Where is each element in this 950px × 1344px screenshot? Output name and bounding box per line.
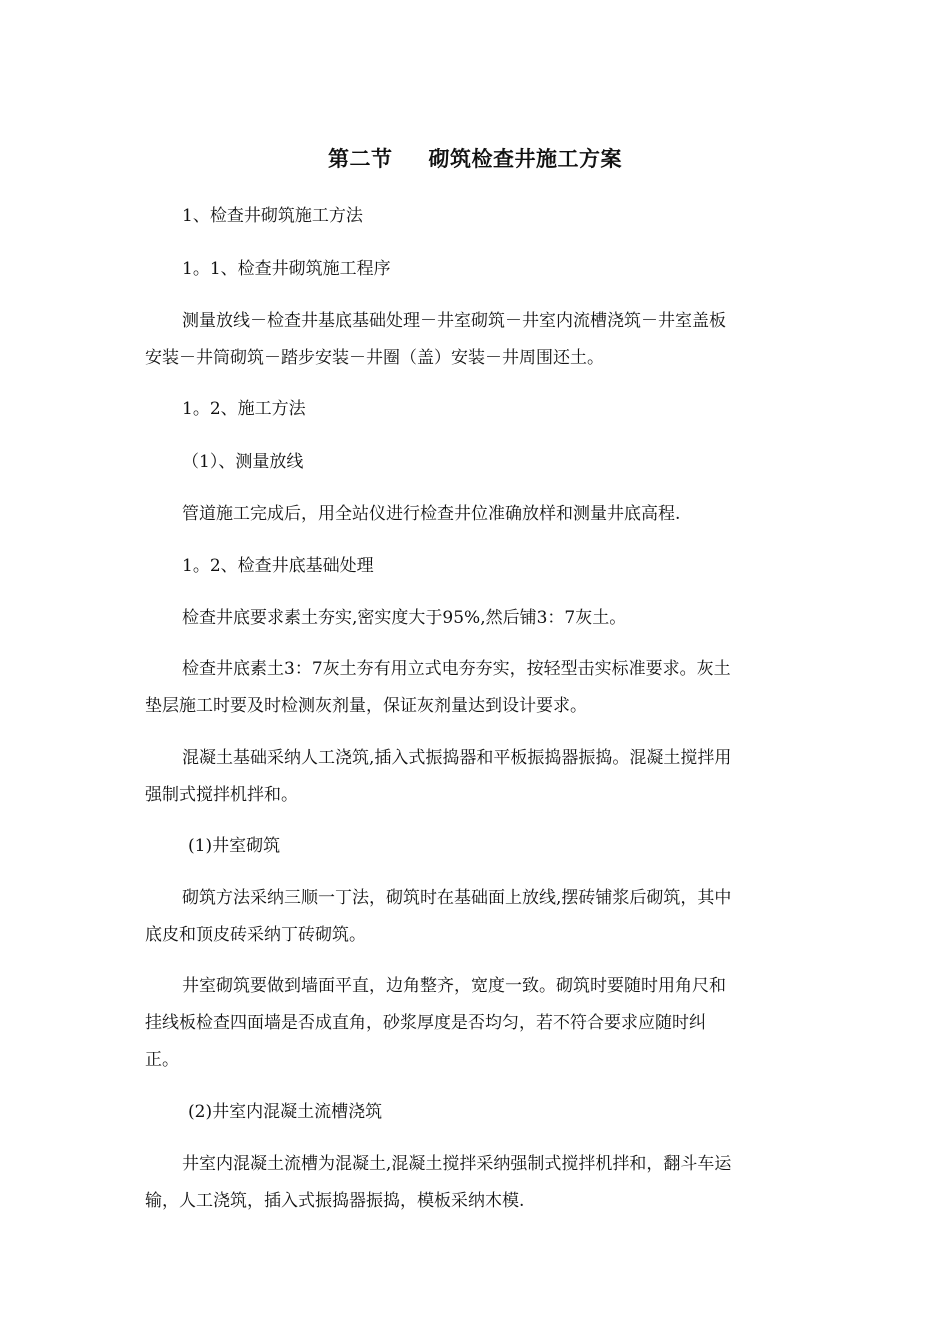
paragraph-masonry-method (145, 880, 810, 954)
paragraph-line: 1。2、检查井底基础处理 (182, 556, 374, 576)
paragraph-line: 强制式搅拌机拌和。 (145, 785, 298, 805)
paragraph-line: (2)井室内混凝土流槽浇筑 (188, 1102, 383, 1122)
paragraph-lime-soil (145, 651, 810, 725)
paragraph-line: 1、检查井砌筑施工方法 (182, 206, 363, 226)
paragraph-line: 混凝土基础采纳人工浇筑,插入式振捣器和平板振捣器振捣。混凝土搅拌用 (182, 748, 732, 768)
paragraph-line: 垫层施工时要及时检测灰剂量，保证灰剂量达到设计要求。 (145, 696, 587, 716)
paragraph-line: 挂线板检查四面墙是否成直角，砂浆厚度是否均匀，若不符合要求应随时纠 (145, 1013, 706, 1033)
paragraph-line: 测量放线－检查井基底基础处理－井室砌筑－井室内流槽浇筑－井室盖板 (182, 311, 726, 331)
heading-1-2 (145, 391, 810, 428)
paragraph-base-requirement (145, 600, 810, 637)
paragraph-line: 安装－井筒砌筑－踏步安装－井圈（盖）安装－井周围还土。 (145, 348, 604, 368)
paragraph-flow-channel (145, 1146, 810, 1220)
heading-1 (145, 198, 810, 235)
heading-1-2-base (145, 548, 810, 585)
paragraph-procedure (145, 303, 810, 377)
paragraph-line: 输，人工浇筑，插入式振捣器振捣，模板采纳木模. (145, 1191, 525, 1211)
paragraph-line: 底皮和顶皮砖采纳丁砖砌筑。 (145, 925, 366, 945)
subheading-chamber-masonry (145, 828, 810, 865)
paragraph-line: 井室内混凝土流槽为混凝土,混凝土搅拌采纳强制式搅拌机拌和，翻斗车运 (182, 1154, 732, 1174)
paragraph-line: 管道施工完成后，用全站仪进行检查井位准确放样和测量井底高程. (182, 504, 681, 524)
heading-1-1 (145, 251, 810, 288)
title-section-number: 第二节 (328, 147, 393, 171)
paragraph-line: 检查井底素土3：7灰土夯有用立式电夯夯实，按轻型击实标准要求。灰土 (182, 659, 731, 679)
paragraph-line: 正。 (145, 1050, 179, 1070)
subheading-flow-channel (145, 1094, 810, 1131)
subheading-survey (145, 444, 810, 481)
title-main-text: 砌筑检查井施工方案 (428, 147, 622, 171)
paragraph-line: 1。1、检查井砌筑施工程序 (182, 259, 391, 279)
paragraph-line: 检查井底要求素土夯实,密实度大于95%,然后铺3：7灰土。 (182, 608, 627, 628)
paragraph-concrete-base (145, 740, 810, 814)
paragraph-line: 1。2、施工方法 (182, 399, 306, 419)
paragraph-line: (1)井室砌筑 (188, 836, 281, 856)
page-title (0, 144, 950, 174)
paragraph-line: 砌筑方法采纳三顺一丁法，砌筑时在基础面上放线,摆砖铺浆后砌筑，其中 (182, 888, 732, 908)
paragraph-masonry-quality (145, 968, 810, 1079)
paragraph-survey (145, 496, 810, 533)
paragraph-line: 井室砌筑要做到墙面平直，边角整齐，宽度一致。砌筑时要随时用角尺和 (182, 976, 726, 996)
paragraph-line: （1）、测量放线 (182, 452, 304, 472)
